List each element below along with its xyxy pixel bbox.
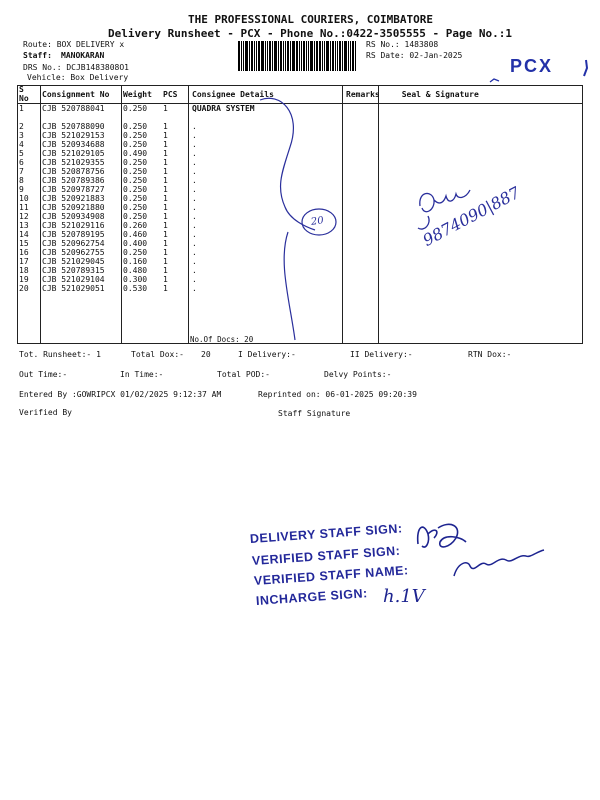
staff-label: Staff:: [23, 51, 52, 60]
header-consignment: Consignment No: [40, 85, 121, 104]
drs-number: DRS No.: DCJB1483808O1: [23, 63, 129, 72]
row-sno: 14: [19, 230, 29, 239]
row-consignee: .: [192, 185, 197, 194]
row-consignee: .: [192, 203, 197, 212]
barcode-image: [238, 41, 360, 71]
row-remarks: [344, 257, 382, 266]
barcode-bar: [283, 41, 284, 71]
row-remarks: [344, 221, 382, 230]
header-weight: Weight: [121, 85, 161, 104]
barcode-bar: [324, 41, 325, 71]
row-seal: [382, 257, 583, 266]
row-weight: 0.250: [123, 212, 148, 221]
incharge-mark: h.1V: [383, 586, 425, 607]
total-dox-value: 20: [201, 350, 211, 359]
row-remarks: [344, 131, 382, 140]
row-weight: 0.250: [123, 158, 148, 167]
row-remarks: [344, 284, 382, 293]
barcode-bar: [241, 41, 242, 71]
barcode-bar: [278, 41, 279, 71]
row-consignee: .: [192, 176, 197, 185]
vehicle-text: Vehicle: Box Delivery: [27, 73, 129, 82]
row-consignment-no: CJB 520789195: [42, 230, 105, 239]
barcode-bar: [352, 41, 354, 71]
row-consignee: .: [192, 194, 197, 203]
row-weight: 0.250: [123, 248, 148, 257]
row-consignment-no: CJB 521029051: [42, 284, 105, 293]
barcode-bar: [245, 41, 248, 71]
row-remarks: [344, 140, 382, 149]
total-dox-label: Total Dox:-: [131, 350, 184, 359]
row-weight: 0.260: [123, 221, 148, 230]
row-consignment-no: CJB 520788041: [42, 104, 105, 113]
barcode-bar: [306, 41, 307, 71]
barcode-bar: [249, 41, 250, 71]
barcode-bar: [287, 41, 289, 71]
row-consignee: .: [192, 266, 197, 275]
row-consignee: .: [192, 149, 197, 158]
row-remarks: [344, 266, 382, 275]
row-pcs: 1: [163, 104, 168, 113]
row-weight: 0.460: [123, 230, 148, 239]
row-sno: 8: [19, 176, 24, 185]
row-consignment-no: CJB 521029355: [42, 158, 105, 167]
row-remarks: [344, 158, 382, 167]
no-of-docs: No.Of Docs: 20: [190, 335, 254, 344]
barcode-bar: [339, 41, 341, 71]
row-pcs: 1: [163, 203, 168, 212]
barcode-bar: [303, 41, 305, 71]
row-consignment-no: CJB 520962754: [42, 239, 105, 248]
row-sno: 13: [19, 221, 29, 230]
barcode-bar: [330, 41, 331, 71]
row-consignment-no: CJB 520788090: [42, 122, 105, 131]
row-weight: 0.250: [123, 185, 148, 194]
row-consignee: .: [192, 131, 197, 140]
row-weight: 0.250: [123, 104, 148, 113]
row-remarks: [344, 104, 382, 114]
barcode-bar: [316, 41, 318, 71]
row-pcs: 1: [163, 167, 168, 176]
row-consignee: .: [192, 230, 197, 239]
barcode-bar: [292, 41, 295, 71]
row-weight: 0.250: [123, 140, 148, 149]
tot-runsheet: Tot. Runsheet:- 1: [19, 350, 101, 359]
barcode-bar: [326, 41, 329, 71]
row-consignment-no: CJB 520789386: [42, 176, 105, 185]
row-consignee: .: [192, 158, 197, 167]
barcode-bar: [322, 41, 323, 71]
row-remarks: [344, 275, 382, 284]
row-remarks: [344, 194, 382, 203]
row-sno: 18: [19, 266, 29, 275]
row-consignment-no: CJB 521029104: [42, 275, 105, 284]
row-sno: 16: [19, 248, 29, 257]
row-remarks: [344, 113, 382, 131]
row-sno: 15: [19, 239, 29, 248]
row-sno: 4: [19, 140, 24, 149]
row-consignee: .: [192, 212, 197, 221]
header-seal: Seal & Signature: [382, 85, 583, 104]
barcode-bar: [272, 41, 273, 71]
row-pcs: 1: [163, 248, 168, 257]
company-title: THE PROFESSIONAL COURIERS, COIMBATORE: [188, 13, 434, 26]
row-pcs: 1: [163, 266, 168, 275]
barcode-bar: [337, 41, 338, 71]
barcode-bar: [348, 41, 349, 71]
row-pcs: 1: [163, 176, 168, 185]
row-remarks: [344, 167, 382, 176]
barcode-bar: [332, 41, 334, 71]
staff-name: MANOKARAN: [61, 51, 105, 60]
row-seal: [382, 113, 583, 131]
row-remarks: [344, 185, 382, 194]
row-sno: 7: [19, 167, 24, 176]
row-seal: [382, 131, 583, 140]
row-consignee: .: [192, 257, 197, 266]
row-pcs: 1: [163, 194, 168, 203]
barcode-bar: [280, 41, 282, 71]
row-sno: 9: [19, 185, 24, 194]
barcode-bar: [258, 41, 260, 71]
row-sno: 3: [19, 131, 24, 140]
row-seal: [382, 275, 583, 284]
row-pcs: 1: [163, 149, 168, 158]
row-sno: 17: [19, 257, 29, 266]
row-weight: 0.250: [123, 167, 148, 176]
row-sno: 12: [19, 212, 29, 221]
row-remarks: [344, 176, 382, 185]
rtn-dox: RTN Dox:-: [468, 350, 512, 359]
row-consignment-no: CJB 520789315: [42, 266, 105, 275]
rs-number: RS No.: 1483808: [366, 40, 439, 49]
reprinted-on: Reprinted on: 06-01-2025 09:20:39: [258, 390, 417, 399]
row-pcs: 1: [163, 212, 168, 221]
barcode-bar: [251, 41, 253, 71]
barcode-bar: [238, 41, 240, 71]
row-pcs: 1: [163, 257, 168, 266]
row-weight: 0.400: [123, 239, 148, 248]
barcode-bar: [269, 41, 271, 71]
row-consignment-no: CJB 520878756: [42, 167, 105, 176]
barcode-bar: [254, 41, 255, 71]
stamp-incharge-sign: INCHARGE SIGN:: [255, 586, 369, 608]
row-consignment-no: CJB 521029116: [42, 221, 105, 230]
row-pcs: 1: [163, 131, 168, 140]
row-sno: 6: [19, 158, 24, 167]
stamp-signatures: [410, 516, 580, 596]
row-pcs: 1: [163, 185, 168, 194]
barcode-bar: [256, 41, 257, 71]
row-weight: 0.160: [123, 257, 148, 266]
row-consignee: QUADRA SYSTEM: [192, 104, 255, 113]
staff-signature: Staff Signature: [278, 409, 351, 418]
barcode-bar: [355, 41, 356, 71]
barcode-bar: [243, 41, 244, 71]
barcode-bar: [285, 41, 286, 71]
row-pcs: 1: [163, 221, 168, 230]
i-delivery: I Delivery:-: [238, 350, 296, 359]
row-remarks: [344, 212, 382, 221]
row-sno: 1: [19, 104, 24, 113]
row-weight: 0.250: [123, 176, 148, 185]
row-sno: 20: [19, 284, 29, 293]
barcode-bar: [265, 41, 266, 71]
row-sno: 5: [19, 149, 24, 158]
row-seal: [382, 158, 583, 167]
row-weight: 0.300: [123, 275, 148, 284]
row-weight: 0.250: [123, 203, 148, 212]
row-consignment-no: CJB 521029045: [42, 257, 105, 266]
row-seal: [382, 284, 583, 293]
row-consignee: .: [192, 248, 197, 257]
row-consignee: .: [192, 140, 197, 149]
handwritten-phone: 9874090|887: [419, 182, 524, 250]
header-sno: S No: [17, 85, 40, 104]
stamp-verified-staff-name: VERIFIED STAFF NAME:: [253, 563, 410, 588]
row-remarks: [344, 248, 382, 257]
barcode-bar: [314, 41, 315, 71]
row-consignment-no: CJB 520978727: [42, 185, 105, 194]
barcode-bar: [310, 41, 313, 71]
row-pcs: 1: [163, 140, 168, 149]
delvy-points: Delvy Points:-: [324, 370, 392, 379]
barcode-bar: [344, 41, 347, 71]
route-text: Route: BOX DELIVERY x: [23, 40, 125, 49]
row-seal: [382, 239, 583, 248]
row-weight: 0.480: [123, 266, 148, 275]
barcode-bar: [261, 41, 264, 71]
row-sno: 2: [19, 122, 24, 131]
row-pcs: 1: [163, 275, 168, 284]
row-seal: [382, 149, 583, 158]
row-remarks: [344, 149, 382, 158]
header-pcs: PCS: [161, 85, 190, 104]
in-time: In Time:-: [120, 370, 164, 379]
barcode-bar: [274, 41, 277, 71]
barcode-bar: [319, 41, 321, 71]
ii-delivery: II Delivery:-: [350, 350, 413, 359]
row-consignee: .: [192, 221, 197, 230]
row-pcs: 1: [163, 230, 168, 239]
row-remarks: [344, 239, 382, 248]
row-consignee: .: [192, 239, 197, 248]
row-pcs: 1: [163, 158, 168, 167]
barcode-bar: [308, 41, 309, 71]
row-consignment-no: CJB 520962755: [42, 248, 105, 257]
barcode-bar: [350, 41, 351, 71]
row-pcs: 1: [163, 284, 168, 293]
runsheet-subtitle: Delivery Runsheet - PCX - Phone No.:0422-3505555 - Page No.:1: [108, 27, 512, 40]
row-consignment-no: CJB 520921883: [42, 194, 105, 203]
row-weight: 0.530: [123, 284, 148, 293]
barcode-bar: [296, 41, 298, 71]
row-pcs: 1: [163, 122, 168, 131]
row-consignment-no: CJB 521029153: [42, 131, 105, 140]
row-weight: 0.250: [123, 194, 148, 203]
row-pcs: 1: [163, 239, 168, 248]
row-consignment-no: CJB 521029105: [42, 149, 105, 158]
row-remarks: [344, 230, 382, 239]
circled-number-text: 20: [310, 215, 325, 228]
barcode-bar: [299, 41, 300, 71]
row-seal: [382, 167, 583, 176]
barcode-bar: [342, 41, 343, 71]
row-consignment-no: CJB 520934688: [42, 140, 105, 149]
pen-mark: [580, 58, 594, 80]
stamp-delivery-staff-sign: DELIVERY STAFF SIGN:: [249, 521, 403, 546]
row-consignment-no: CJB 520921880: [42, 203, 105, 212]
barcode-bar: [290, 41, 291, 71]
header-consignee: Consignee Details: [190, 85, 344, 104]
row-consignee: .: [192, 167, 197, 176]
total-pod: Total POD:-: [217, 370, 270, 379]
barcode-bar: [267, 41, 268, 71]
row-sno: 10: [19, 194, 29, 203]
row-consignee: .: [192, 284, 197, 293]
row-remarks: [344, 203, 382, 212]
pcx-stamp: PCX: [510, 56, 554, 76]
out-time: Out Time:-: [19, 370, 68, 379]
row-weight: 0.250: [123, 131, 148, 140]
row-seal: [382, 266, 583, 275]
row-consignee: .: [192, 122, 197, 131]
row-consignment-no: CJB 520934908: [42, 212, 105, 221]
entered-by: Entered By :GOWRIPCX 01/02/2025 9:12:37 AM: [19, 390, 222, 399]
row-weight: 0.490: [123, 149, 148, 158]
row-seal: [382, 140, 583, 149]
row-sno: 11: [19, 203, 29, 212]
barcode-bar: [335, 41, 336, 71]
row-consignee: .: [192, 275, 197, 284]
verified-by: Verified By: [19, 408, 72, 417]
row-sno: 19: [19, 275, 29, 284]
row-seal: [382, 104, 583, 114]
row-seal: [382, 248, 583, 257]
header-remarks: Remarks: [344, 85, 382, 104]
barcode-bar: [301, 41, 302, 71]
row-weight: 0.250: [123, 122, 148, 131]
rs-date: RS Date: 02-Jan-2025: [366, 51, 463, 60]
stamp-verified-staff-sign: VERIFIED STAFF SIGN:: [251, 543, 401, 568]
